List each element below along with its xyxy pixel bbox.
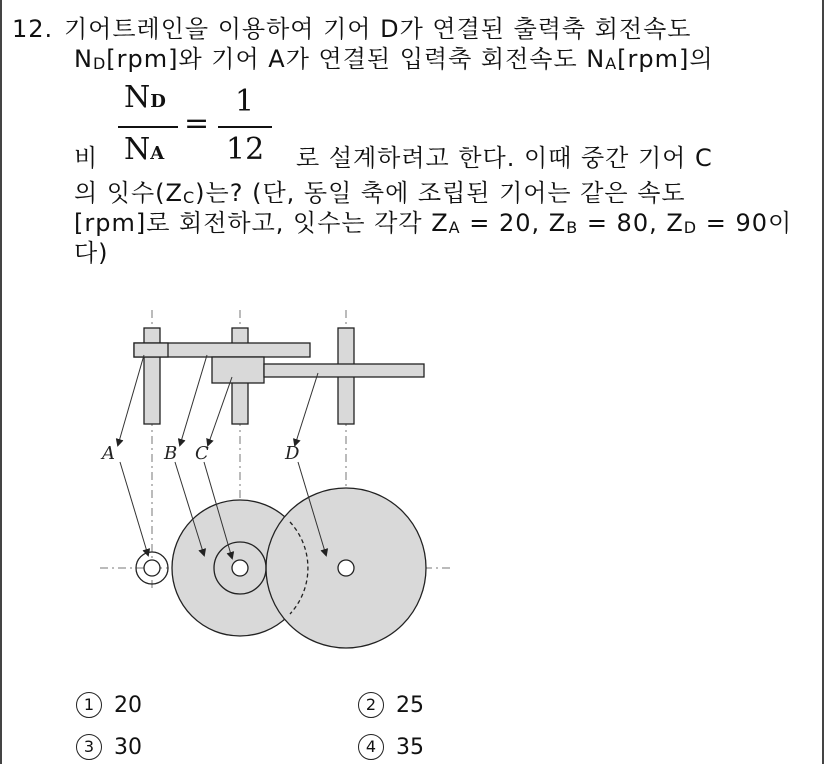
question-number: 12. <box>12 15 54 43</box>
formula-lhs-denominator: N <box>124 132 151 167</box>
gear-d-side <box>264 364 424 377</box>
choice-3-mark: 3 <box>76 734 102 760</box>
shaft-a-front <box>144 560 160 576</box>
choice-4-mark: 4 <box>358 734 384 760</box>
choice-4[interactable] <box>358 734 424 760</box>
label-b: B <box>164 443 178 464</box>
choice-2[interactable] <box>358 692 424 718</box>
choice-3-text: 30 <box>114 735 142 760</box>
formula-equals: = <box>184 106 210 141</box>
label-d: D <box>285 443 300 464</box>
gear-c-side <box>212 357 264 383</box>
shaft-d-front <box>338 560 354 576</box>
formula-lhs-numerator: N <box>124 80 151 115</box>
choice-1-mark: 1 <box>76 692 102 718</box>
question-line-5: [rpm]로 회전하고, 잇수는 각각 ZA = 20, ZB = 80, ZD = 90이 <box>74 209 793 237</box>
choice-2-text: 25 <box>396 693 424 718</box>
shaft-bc-front <box>232 560 248 576</box>
gear-a-side <box>134 343 168 357</box>
choice-2-mark: 2 <box>358 692 384 718</box>
label-a: A <box>102 443 115 464</box>
question-line-6: 다) <box>74 239 109 267</box>
formula-rhs-numerator: 1 <box>235 84 255 119</box>
choice-1[interactable] <box>76 692 142 718</box>
formula-rhs-denominator: 12 <box>226 132 265 167</box>
choice-4-text: 35 <box>396 735 424 760</box>
label-c: C <box>195 443 209 464</box>
choice-1-text: 20 <box>114 693 142 718</box>
question-line-4: 의 잇수(ZC)는? (단, 동일 축에 조립된 기어는 같은 속도 <box>74 179 686 207</box>
ratio-formula: ND NA = 1 12 <box>118 80 278 170</box>
question-line-3: 로 설계하려고 한다. 이때 중간 기어 C <box>296 144 713 172</box>
question-line-2: ND[rpm]와 기어 A가 연결된 입력축 회전속도 NA[rpm]의 <box>74 45 714 73</box>
choice-3[interactable] <box>76 734 142 760</box>
ratio-prefix: 비 <box>74 144 99 172</box>
question-line-1: 기어트레인을 이용하여 기어 D가 연결된 출력축 회전속도 <box>64 15 692 43</box>
